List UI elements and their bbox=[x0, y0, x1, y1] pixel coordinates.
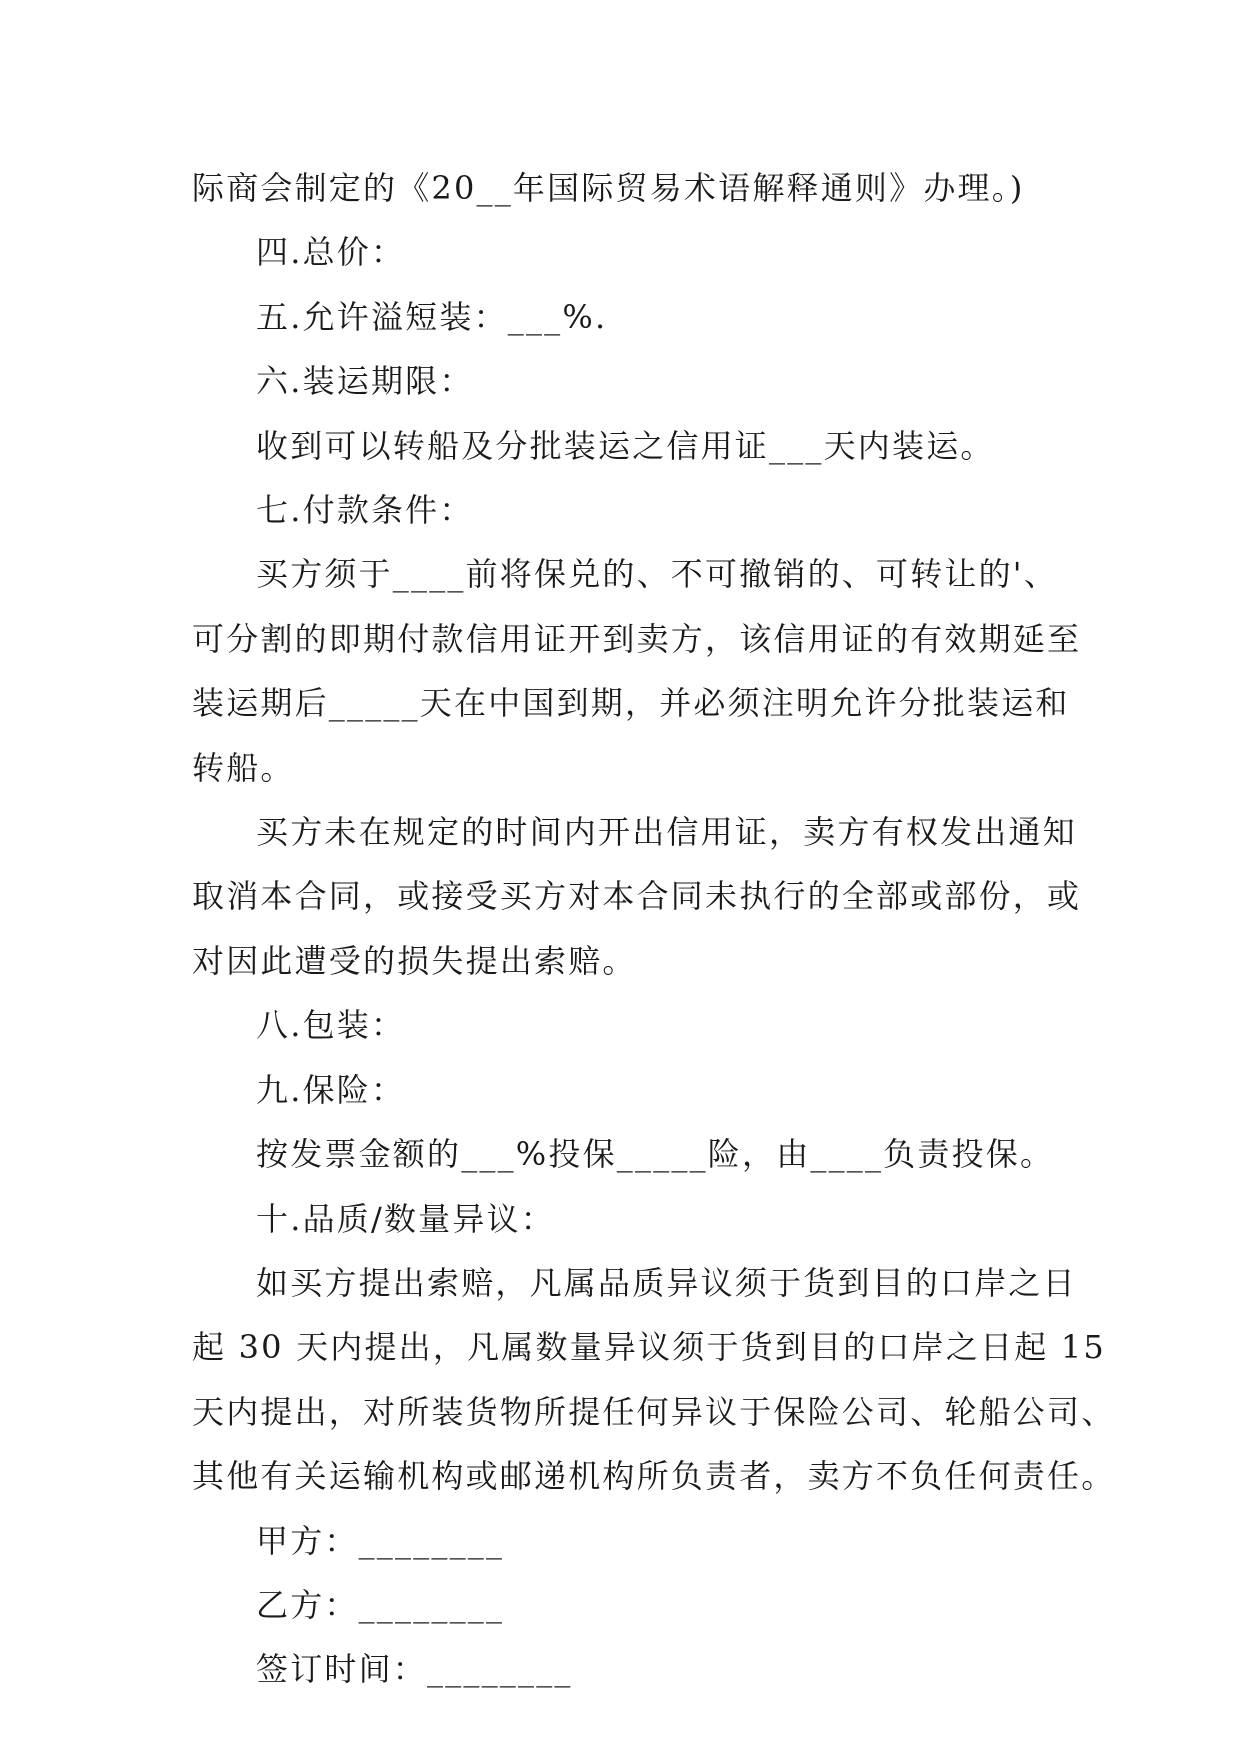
text-line: 可分割的即期付款信用证开到卖方，该信用证的有效期延至 bbox=[192, 619, 1082, 658]
text-line: 装运期后_____天在中国到期，并必须注明允许分批装运和 bbox=[192, 684, 1070, 723]
section-quality-quantity: 十.品质/数量异议： bbox=[256, 1199, 555, 1238]
section-overshipment: 五.允许溢短装：___%. bbox=[256, 297, 608, 336]
text-line: 如买方提出索赔，凡属品质异议须于货到目的口岸之日 bbox=[256, 1263, 1077, 1302]
section-shipment-period: 六.装运期限： bbox=[256, 362, 474, 401]
text-line: 取消本合同，或接受买方对本合同未执行的全部或部份，或 bbox=[192, 877, 1082, 916]
text-line: 天内提出，对所装货物所提任何异议于保险公司、轮船公司、 bbox=[192, 1392, 1116, 1431]
text-line: 际商会制定的《20__年国际贸易术语解释通则》办理。) bbox=[192, 169, 1025, 207]
text-line: 买方未在规定的时间内开出信用证，卖方有权发出通知 bbox=[256, 813, 1077, 852]
text-line: 起 30 天内提出，凡属数量异议须于货到目的口岸之日起 15 bbox=[192, 1328, 1106, 1367]
text-line: 收到可以转船及分批装运之信用证___天内装运。 bbox=[256, 426, 995, 465]
text-line: 按发票金额的___%投保_____险，由____负责投保。 bbox=[256, 1135, 1055, 1174]
section-total-price: 四.总价： bbox=[256, 233, 406, 272]
signing-date: 签订时间：________ bbox=[256, 1650, 573, 1689]
section-payment-terms: 七.付款条件： bbox=[256, 491, 474, 530]
text-line: 其他有关运输机构或邮递机构所负责者，卖方不负任何责任。 bbox=[192, 1457, 1116, 1496]
party-b-signature: 乙方：________ bbox=[256, 1585, 505, 1624]
party-a-signature: 甲方：________ bbox=[256, 1521, 505, 1560]
text-line: 转船。 bbox=[192, 748, 295, 787]
section-insurance: 九.保险： bbox=[256, 1070, 406, 1109]
contract-body bbox=[192, 156, 1116, 1702]
section-packing: 八.包装： bbox=[256, 1006, 406, 1045]
text-line: 对因此遭受的损失提出索赔。 bbox=[192, 941, 637, 980]
text-line: 买方须于____前将保兑的、不可撤销的、可转让的'、 bbox=[256, 555, 1058, 594]
